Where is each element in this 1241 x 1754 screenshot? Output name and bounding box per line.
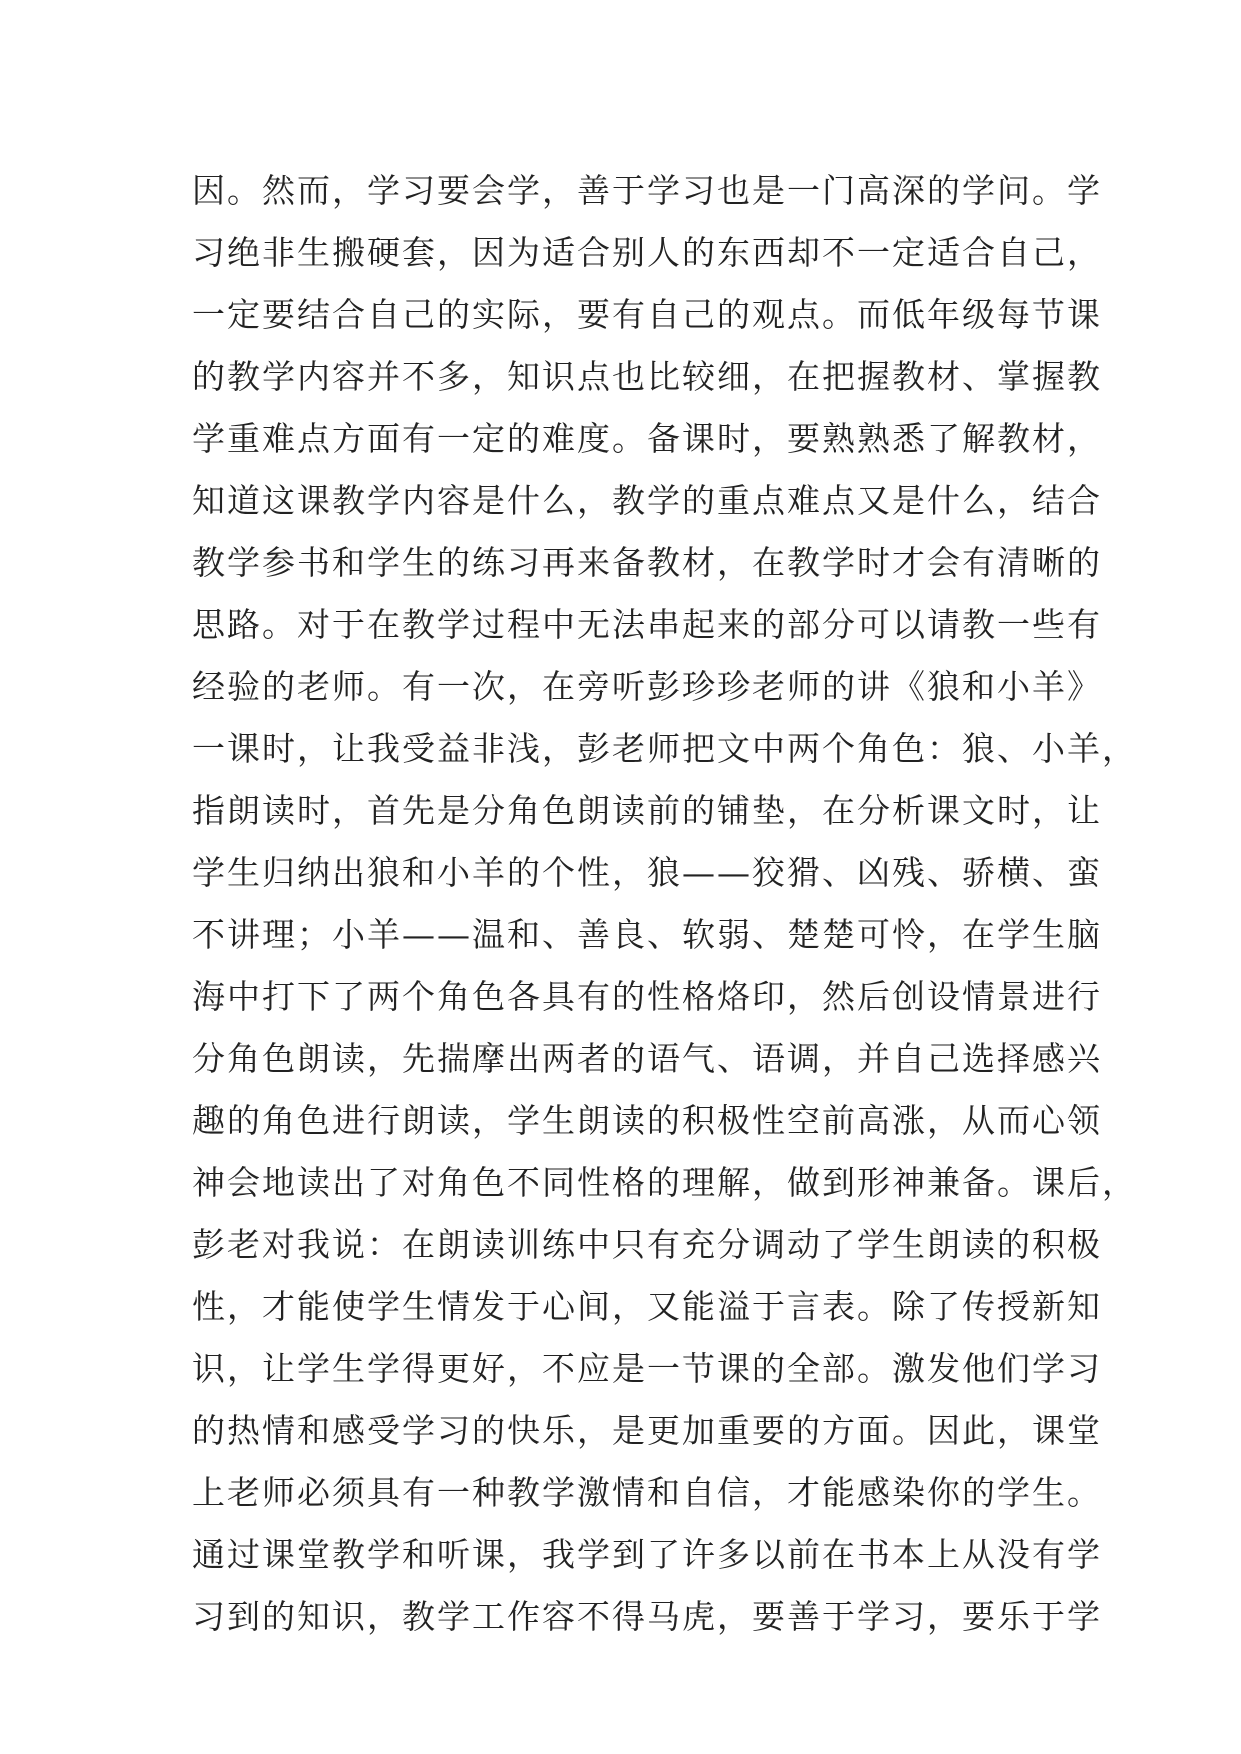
- text-line: 识，让学生学得更好，不应是一节课的全部。激发他们学习: [192, 1349, 1102, 1388]
- text-line: 知道这课教学内容是什么，教学的重点难点又是什么，结合: [192, 481, 1102, 520]
- text-line: 彭老对我说：在朗读训练中只有充分调动了学生朗读的积极: [192, 1225, 1102, 1264]
- body-text: [192, 160, 1137, 1648]
- text-line: 性，才能使学生情发于心间，又能溢于言表。除了传授新知: [192, 1287, 1102, 1326]
- text-line: 学生归纳出狼和小羊的个性，狼——狡猾、凶残、骄横、蛮: [192, 853, 1102, 892]
- text-line: 趣的角色进行朗读，学生朗读的积极性空前高涨，从而心领: [192, 1101, 1102, 1140]
- text-line: 指朗读时，首先是分角色朗读前的铺垫，在分析课文时，让: [192, 791, 1102, 830]
- text-line: 习绝非生搬硬套，因为适合别人的东西却不一定适合自己，: [192, 233, 1102, 272]
- text-line: 的热情和感受学习的快乐，是更加重要的方面。因此，课堂: [192, 1411, 1102, 1450]
- text-line: 的教学内容并不多，知识点也比较细，在把握教材、掌握教: [192, 357, 1102, 396]
- text-line: 上老师必须具有一种教学激情和自信，才能感染你的学生。: [192, 1473, 1102, 1512]
- text-line: 分角色朗读，先揣摩出两者的语气、语调，并自己选择感兴: [192, 1039, 1102, 1078]
- text-line: 不讲理；小羊——温和、善良、软弱、楚楚可怜，在学生脑: [192, 915, 1102, 954]
- text-line: 学重难点方面有一定的难度。备课时，要熟熟悉了解教材，: [192, 419, 1102, 458]
- text-line: 思路。对于在教学过程中无法串起来的部分可以请教一些有: [192, 605, 1102, 644]
- text-line: 习到的知识，教学工作容不得马虎，要善于学习，要乐于学: [192, 1597, 1102, 1636]
- text-line: 一定要结合自己的实际，要有自己的观点。而低年级每节课: [192, 295, 1102, 334]
- text-line: 教学参书和学生的练习再来备教材，在教学时才会有清晰的: [192, 543, 1102, 582]
- text-line: 经验的老师。有一次，在旁听彭珍珍老师的讲《狼和小羊》: [192, 667, 1102, 706]
- text-line: 海中打下了两个角色各具有的性格烙印，然后创设情景进行: [192, 977, 1102, 1016]
- text-line: 通过课堂教学和听课，我学到了许多以前在书本上从没有学: [192, 1535, 1102, 1574]
- text-line: 一课时，让我受益非浅，彭老师把文中两个角色：狼、小羊，: [192, 729, 1137, 768]
- text-line: 因。然而，学习要会学，善于学习也是一门高深的学问。学: [192, 171, 1102, 210]
- text-line: 神会地读出了对角色不同性格的理解，做到形神兼备。课后，: [192, 1163, 1137, 1202]
